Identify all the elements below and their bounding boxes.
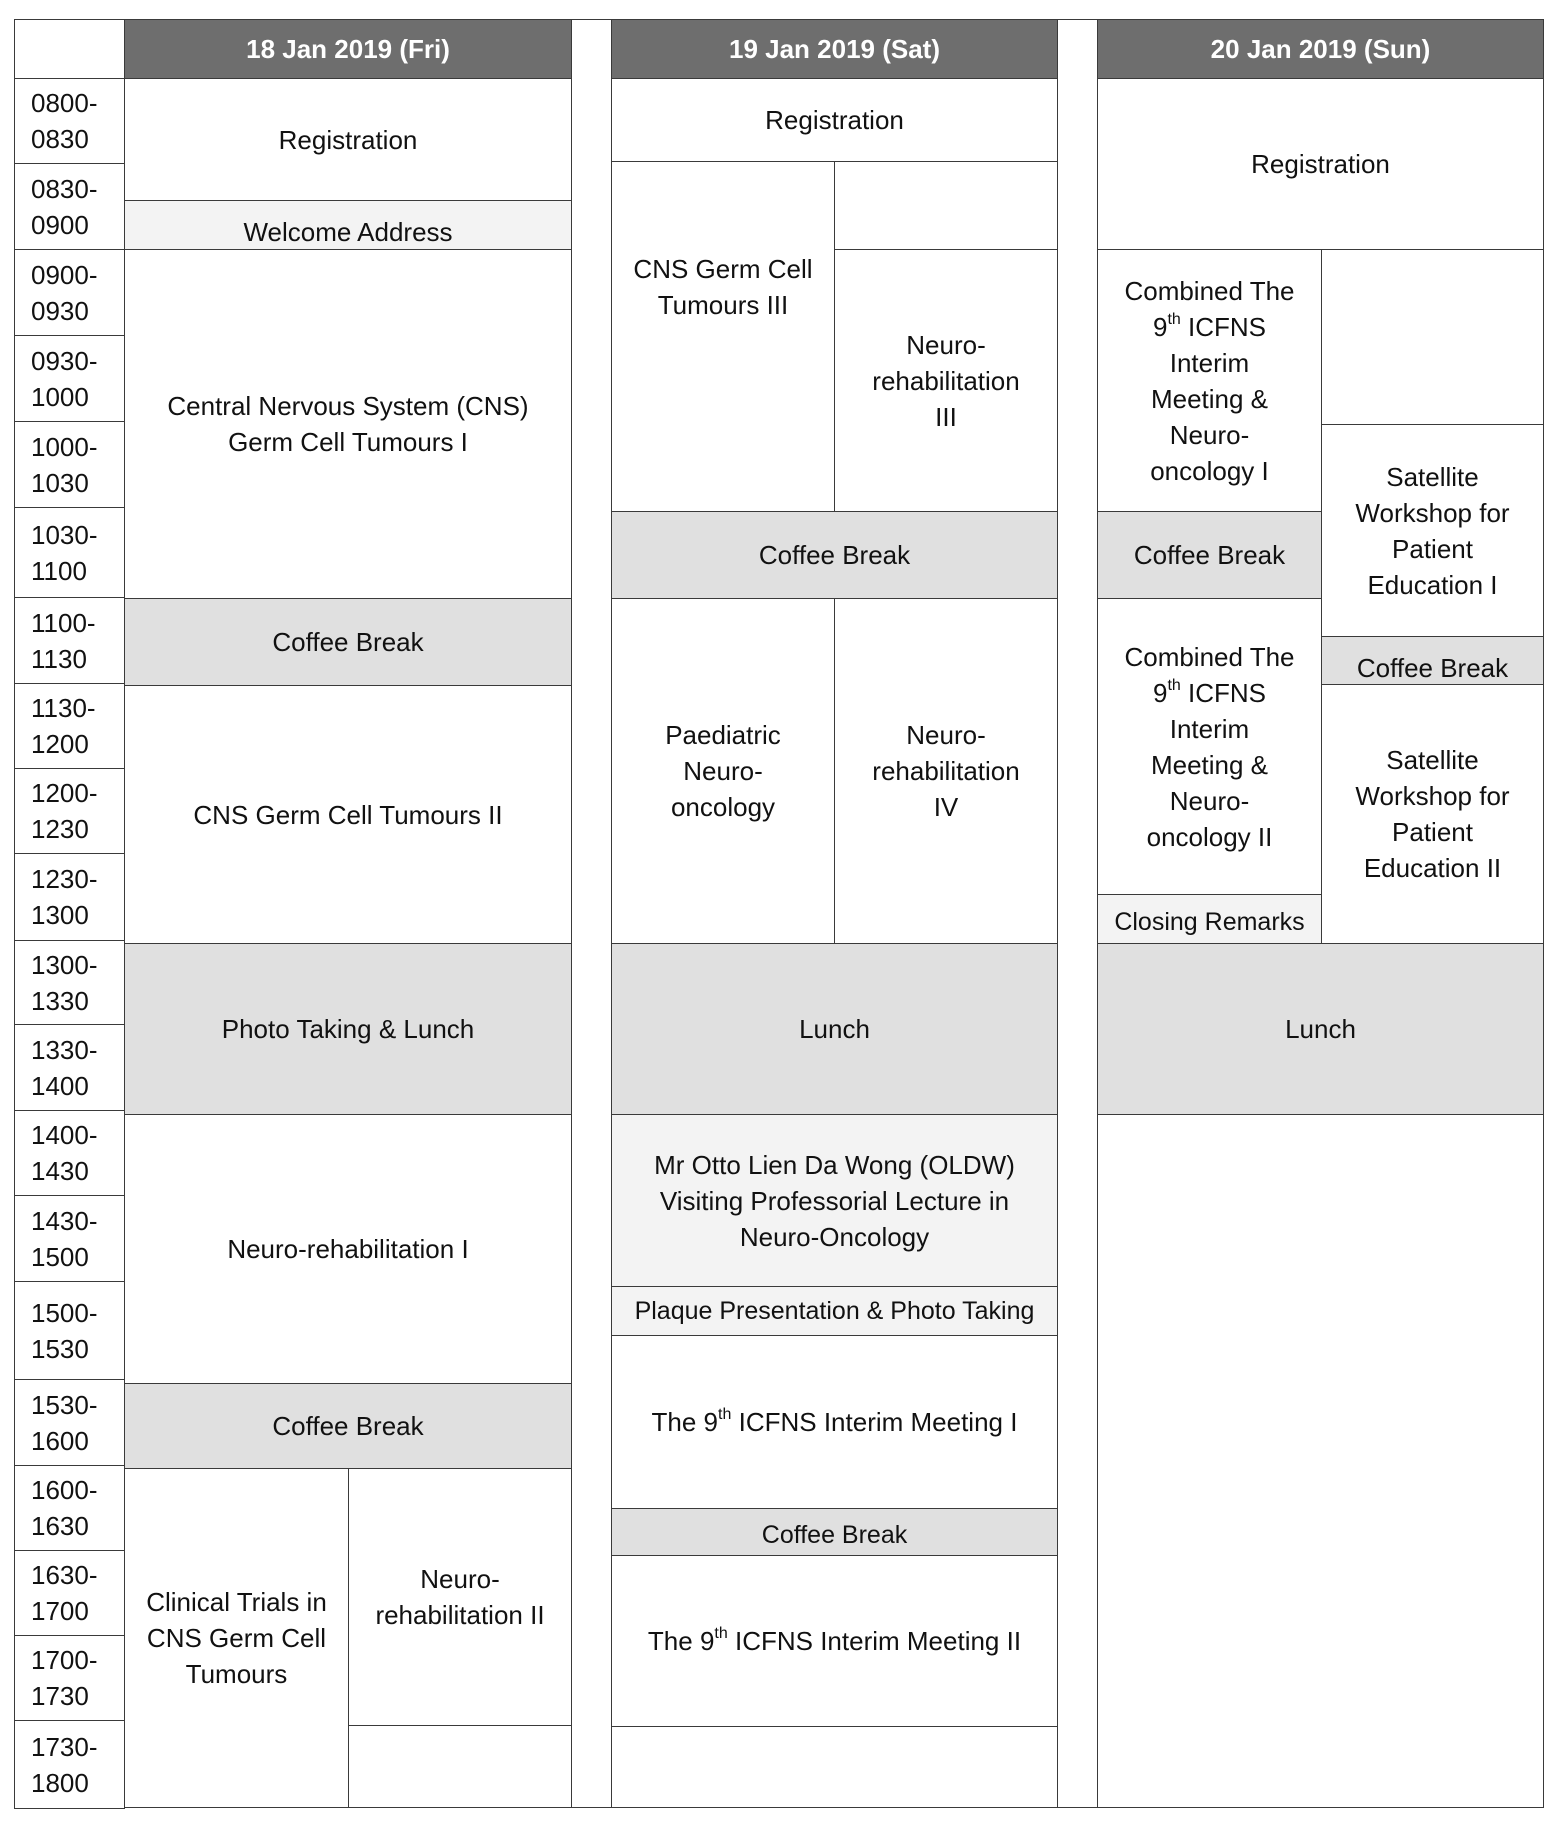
spacer-column (1057, 19, 1098, 1808)
time-slot-end: 1330 (31, 985, 89, 1016)
time-slot-start: 1000- (31, 431, 98, 462)
session-satellite-workshop-ii: Satellite Workshop for Patient Education II (1321, 684, 1544, 944)
session-neuro-rehab-iii: Neuro- rehabilitation III (834, 249, 1058, 512)
session-neuro-rehab-i: Neuro-rehabilitation I (124, 1114, 572, 1384)
time-slot (14, 1195, 125, 1282)
time-slot (14, 768, 125, 854)
time-slot-start: 1600- (31, 1475, 98, 1505)
time-slot-end: 1200 (31, 729, 89, 759)
time-slot (14, 163, 125, 250)
time-slot-start: 1130- (31, 693, 96, 723)
time-slot-start: 1500- (31, 1297, 98, 1328)
time-slot-start: 1730- (31, 1731, 98, 1762)
time-slot-start: 1230- (31, 864, 98, 894)
session-plaque-presentation: Plaque Presentation & Photo Taking (611, 1286, 1058, 1336)
time-slot-end: 1030 (31, 467, 89, 498)
day-header-sun: 20 Jan 2019 (Sun) (1097, 19, 1544, 79)
time-slot-start: 1430- (31, 1205, 98, 1236)
time-slot-start: 1330- (31, 1034, 98, 1065)
time-slot-end: 1500 (31, 1241, 89, 1272)
session-combined-icfns-ii: Combined The 9th ICFNS Interim Meeting & Neuro- oncology II (1097, 598, 1322, 895)
session-coffee-break: Coffee Break (1097, 511, 1322, 599)
time-slot-end: 1400 (31, 1070, 89, 1101)
session-oldw-lecture: Mr Otto Lien Da Wong (OLDW) Visiting Professorial Lecture in Neuro-Oncology (611, 1114, 1058, 1287)
session-cns-germ-cell-i: Central Nervous System (CNS) Germ Cell Tumours I (124, 249, 572, 599)
session-coffee-break: Coffee Break (124, 598, 572, 686)
time-slot-start: 0830- (31, 173, 98, 204)
time-slot (14, 1024, 125, 1111)
corner-cell (14, 19, 125, 79)
session-paediatric-neuro-oncology: Paediatric Neuro- oncology (611, 598, 835, 944)
time-slot-start: 0900- (31, 259, 98, 290)
session-lunch: Lunch (1097, 943, 1544, 1115)
time-slot-end: 1530 (31, 1333, 89, 1364)
time-slot-end: 1000 (31, 381, 89, 412)
time-slot (14, 597, 125, 684)
time-slot-end: 0930 (31, 295, 89, 326)
session-coffee-break: Coffee Break (1321, 636, 1544, 685)
empty-slot (348, 1725, 572, 1808)
time-slot-end: 0830 (31, 124, 89, 154)
session-welcome-address: Welcome Address (124, 200, 572, 250)
session-registration: Registration (611, 78, 1058, 162)
empty-slot (1321, 249, 1544, 425)
day-header-fri: 18 Jan 2019 (Fri) (124, 19, 572, 79)
time-slot-end: 1700 (31, 1596, 89, 1626)
time-slot (14, 249, 125, 336)
time-slot (14, 421, 125, 508)
time-slot-end: 1130 (31, 643, 87, 674)
time-slot-end: 1100 (31, 555, 87, 586)
time-slot (14, 507, 125, 598)
time-slot-end: 1300 (31, 900, 89, 930)
time-slot (14, 1635, 125, 1721)
time-slot-start: 1300- (31, 949, 98, 980)
session-coffee-break: Coffee Break (611, 1508, 1058, 1556)
time-slot (14, 1550, 125, 1636)
time-slot-end: 1600 (31, 1425, 89, 1456)
session-icfns-interim-ii: The 9th ICFNS Interim Meeting II (611, 1555, 1058, 1727)
time-slot (14, 1110, 125, 1196)
day-header-sat: 19 Jan 2019 (Sat) (611, 19, 1058, 79)
session-coffee-break: Coffee Break (124, 1383, 572, 1469)
time-slot-end: 0900 (31, 209, 89, 240)
time-slot (14, 335, 125, 422)
time-slot-end: 1430 (31, 1156, 89, 1186)
session-satellite-workshop-i: Satellite Workshop for Patient Education I (1321, 424, 1544, 637)
time-slot (14, 940, 125, 1025)
session-cns-germ-cell-iii: CNS Germ Cell Tumours III (611, 161, 835, 512)
time-slot (14, 683, 125, 769)
session-icfns-interim-i: The 9th ICFNS Interim Meeting I (611, 1335, 1058, 1509)
session-closing-remarks: Closing Remarks (1097, 894, 1322, 944)
empty-slot (611, 1726, 1058, 1808)
session-neuro-rehab-iv: Neuro- rehabilitation IV (834, 598, 1058, 944)
time-slot-start: 1200- (31, 778, 98, 808)
session-photo-lunch: Photo Taking & Lunch (124, 943, 572, 1115)
empty-slot (834, 161, 1058, 250)
time-slot-start: 1530- (31, 1389, 98, 1420)
time-slot (14, 1720, 125, 1809)
session-registration: Registration (1097, 78, 1544, 250)
time-slot-start: 1030- (31, 519, 98, 550)
time-slot (14, 1281, 125, 1380)
time-slot-start: 1400- (31, 1120, 98, 1150)
time-slot (14, 853, 125, 941)
time-slot-start: 0930- (31, 345, 98, 376)
time-slot (14, 1465, 125, 1551)
time-slot-end: 1230 (31, 814, 89, 844)
empty-slot (1097, 1114, 1544, 1808)
session-cns-germ-cell-ii: CNS Germ Cell Tumours II (124, 685, 572, 944)
session-combined-icfns-i: Combined The 9th ICFNS Interim Meeting & Neuro- oncology I (1097, 249, 1322, 512)
time-slot-start: 1100- (31, 607, 96, 638)
time-slot-start: 1700- (31, 1645, 98, 1675)
time-slot-end: 1630 (31, 1511, 89, 1541)
session-coffee-break: Coffee Break (611, 511, 1058, 599)
session-registration: Registration (124, 78, 572, 201)
session-neuro-rehab-ii: Neuro- rehabilitation II (348, 1468, 572, 1726)
spacer-column (571, 19, 612, 1808)
time-slot-end: 1730 (31, 1681, 89, 1711)
session-clinical-trials: Clinical Trials in CNS Germ Cell Tumours (124, 1468, 349, 1808)
time-slot (14, 1379, 125, 1466)
time-slot-start: 1630- (31, 1560, 98, 1590)
time-slot-end: 1800 (31, 1767, 89, 1798)
time-slot (14, 78, 125, 164)
session-lunch: Lunch (611, 943, 1058, 1115)
time-slot-start: 0800- (31, 88, 98, 118)
